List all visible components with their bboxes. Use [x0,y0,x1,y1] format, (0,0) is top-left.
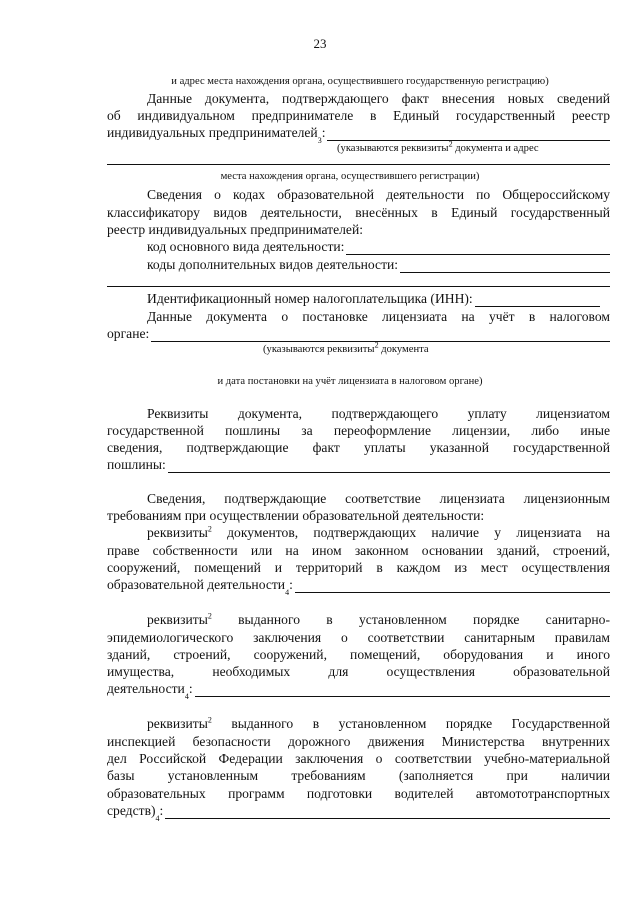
colon: : [188,681,193,696]
text-fragment: реквизиты [147,525,208,540]
text-line: имущества, необходимых для осуществления образовательной [107,664,610,679]
footnote-ref: 2 [207,715,212,725]
caption-registration-location: места нахождения органа, осуществившего регистрации) [220,171,480,182]
text-line [107,525,610,541]
text-line: Данные документа о постановке лицензиата на учёт в налоговом [147,309,610,324]
text-line [107,612,610,628]
colon: : [321,125,326,140]
text-fragment: выданного в установленном порядке санитарно- [211,612,610,627]
text-line: праве собственности или на ином законном основании зданий, строений, [107,543,610,558]
colon: : [289,577,293,592]
tax-registration-field [107,326,610,342]
fill-line [165,806,610,819]
text-line: реестр индивидуальных предпринимателей: [107,222,364,237]
field-label: индивидуальных предпринимателей [107,125,318,140]
text-fragment: реквизиты [147,716,208,731]
fill-line [107,286,610,287]
text-line [107,716,610,732]
text-line: базы установленным требованиям (заполняется при наличии [107,768,610,783]
text-line: образовательных программ подготовки водителей автомототранспортных [107,786,610,801]
egrip-document-field: индивидуальных предпринимателей 3 : [107,125,610,141]
text-line: классификатору видов деятельности, внесённых в Единый государственный [107,205,610,220]
text-line: сооружений, помещений и территорий в каждом из мест осуществления [107,560,610,575]
caption-tax-document [263,340,523,356]
footnote-ref: 2 [448,139,453,149]
caption-registration-address: и адрес места нахождения органа, осуществившего государственную регистрацию) [171,76,549,87]
field-label: средств) [107,803,156,818]
footnote-ref: 2 [207,611,212,621]
field-label: пошлины: [107,457,166,472]
text-line: эпидемиологического заключения о соответствии санитарным правилам [107,630,610,645]
caption-text: (указываются реквизиты [263,344,375,355]
additional-activity-codes-field [107,257,610,273]
field-label: деятельности [107,681,185,696]
text-line: дел Российской Федерации заключения о соответствии учебно-материальной [107,751,610,766]
state-fee-field [107,457,610,473]
inn-field [107,291,600,307]
premises-documents-field: образовательной деятельности 4 : [107,577,610,593]
text-line: требованиям при осуществлении образовательной деятельности: [107,508,485,523]
colon: : [159,803,164,818]
text-line: Сведения, подтверждающие соответствие лицензиата лицензионным [147,491,610,506]
fill-line [168,460,610,473]
field-label: органе: [107,326,150,341]
fill-line [475,294,600,307]
footnote-ref: 2 [207,524,212,534]
field-label: образовательной деятельности [107,577,286,592]
footnote-ref: 2 [374,340,379,350]
text-line: инспекцией безопасности дорожного движения Министерства внутренних [107,734,610,749]
text-line: зданий, строений, сооружений, помещений, оборудования и иного [107,647,610,662]
field-label: код основного вида деятельности: [147,239,345,254]
main-activity-code-field [107,239,610,255]
text-line: Сведения о кодах образовательной деятельности по Общероссийскому [147,187,610,202]
text-line: сведения, подтверждающие факт уплаты указанной государственной [107,440,610,455]
caption-document-details [337,139,610,155]
fill-line [107,164,610,165]
text-line: об индивидуальном предпринимателе в Единый государственный реестр [107,108,610,123]
page-number: 23 [313,36,327,51]
fill-line [346,242,610,255]
text-fragment: реквизиты [147,612,208,627]
field-label: коды дополнительных видов деятельности: [147,257,399,272]
fill-line [151,329,610,342]
fill-line [295,580,610,593]
fill-line [327,128,610,141]
caption-text: документа [378,344,429,355]
fill-line [400,260,610,273]
text-fragment: документов, подтверждающих наличие у лицензиата на [211,525,610,540]
fill-line [195,684,610,697]
text-fragment: выданного в установленном порядке Государственной [211,716,610,731]
text-line: Реквизиты документа, подтверждающего уплату лицензиатом [147,406,610,421]
caption-tax-date: и дата постановки на учёт лицензиата в налоговом органе) [217,376,483,387]
text-line: Данные документа, подтверждающего факт внесения новых сведений [147,91,610,106]
caption-text: (указываются реквизиты [337,143,449,154]
text-line: государственной пошлины за переоформление лицензии, либо иные [107,423,610,438]
gibdd-conclusion-field: средств) 4 : [107,803,610,819]
caption-text: документа и адрес [452,143,539,154]
sanitary-conclusion-field: деятельности 4 : [107,681,610,697]
field-label: Идентификационный номер налогоплательщика (ИНН): [147,291,473,306]
